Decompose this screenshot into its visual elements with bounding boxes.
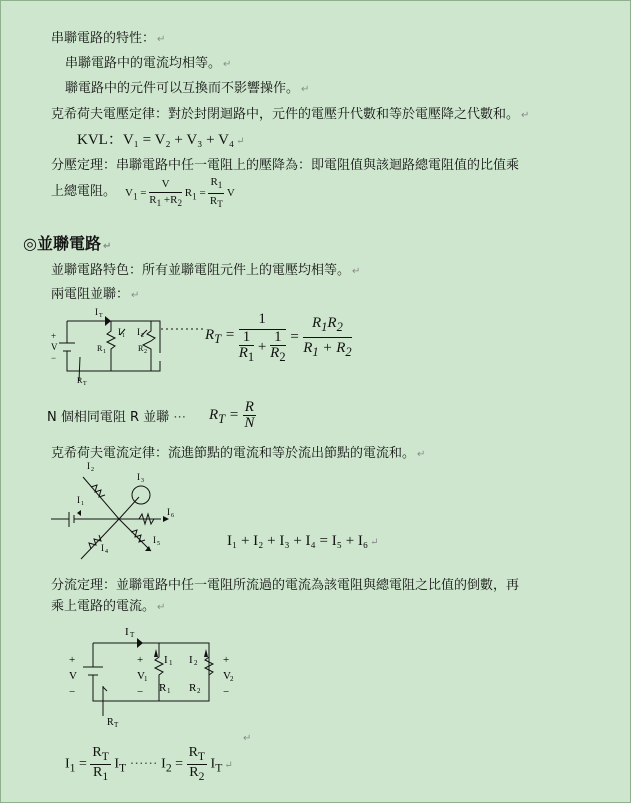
svg-text:1: 1 bbox=[169, 659, 173, 667]
svg-text:2: 2 bbox=[194, 659, 198, 667]
two-resistor-circuit-diagram bbox=[45, 301, 205, 391]
svg-text:2: 2 bbox=[144, 349, 147, 355]
svg-text:1: 1 bbox=[167, 687, 171, 695]
svg-text:R: R bbox=[138, 344, 144, 353]
svg-text:T: T bbox=[83, 381, 87, 387]
svg-text:V: V bbox=[223, 670, 231, 682]
svg-text:−: − bbox=[51, 353, 57, 363]
two-resistor-title: 兩電阻並聯： ↵ bbox=[51, 287, 140, 302]
svg-text:2: 2 bbox=[197, 687, 201, 695]
svg-text:+: + bbox=[51, 331, 57, 341]
svg-text:−: − bbox=[223, 686, 230, 698]
series-title: 串聯電路的特性： ↵ bbox=[51, 31, 166, 46]
kcl-equation: I₁ + I₂ + I₃ + I₄ = I₅ + I₆ ↵ bbox=[227, 533, 379, 549]
svg-text:T: T bbox=[130, 631, 135, 639]
svg-text:I: I bbox=[118, 327, 121, 337]
current-divider-text-b: 乘上電路的電流。 ↵ bbox=[51, 599, 166, 614]
svg-text:R: R bbox=[77, 376, 83, 385]
svg-text:2: 2 bbox=[91, 467, 94, 473]
svg-text:I: I bbox=[87, 461, 90, 471]
svg-text:2: 2 bbox=[141, 333, 144, 339]
paragraph-mark: ↵ bbox=[243, 733, 252, 744]
svg-text:I: I bbox=[125, 626, 129, 638]
svg-text:I: I bbox=[137, 327, 140, 337]
n-resistor-formula: $R_T$ = $\frac{R}{N}$ bbox=[209, 399, 255, 431]
svg-text:1: 1 bbox=[103, 349, 106, 355]
svg-text:−: − bbox=[69, 686, 76, 698]
svg-text:4: 4 bbox=[105, 549, 108, 555]
svg-text:T: T bbox=[114, 721, 119, 729]
svg-text:5: 5 bbox=[157, 541, 160, 547]
svg-text:1: 1 bbox=[144, 675, 148, 683]
svg-text:I: I bbox=[189, 654, 193, 666]
current-divider-text-a: 分流定理：並聯電路中任一電阻所流過的電流為該電阻與總電阻之比值的倒數，再 bbox=[51, 578, 520, 593]
kcl-definition: 克希荷夫電流定律：流進節點的電流和等於流出節點的電流和。 ↵ bbox=[51, 446, 426, 461]
svg-text:−: − bbox=[137, 686, 144, 698]
svg-text:+: + bbox=[137, 654, 144, 666]
svg-text:R: R bbox=[159, 682, 167, 694]
svg-text:I: I bbox=[77, 495, 80, 505]
voltage-divider-formula: $V_1$ = $\frac{V}{R_1 +R_2}$ $R_1$ = $\frac{R_1}{R_T}$ V bbox=[125, 176, 235, 210]
svg-text:R: R bbox=[97, 344, 103, 353]
svg-text:V: V bbox=[69, 670, 77, 682]
svg-text:I: I bbox=[95, 307, 98, 317]
svg-text:V: V bbox=[51, 342, 58, 352]
svg-text:2: 2 bbox=[230, 675, 234, 683]
series-point-1: 串聯電路中的電流均相等。 ↵ bbox=[65, 56, 232, 71]
parallel-heading: ◎並聯電路 ↵ bbox=[23, 234, 112, 253]
svg-text:I: I bbox=[164, 654, 168, 666]
kvl-equation: KVL：V₁ = V₂ + V₃ + V₄ ↵ bbox=[77, 132, 245, 148]
svg-text:1: 1 bbox=[81, 501, 84, 507]
voltage-divider-text-a: 分壓定理：串聯電路中任一電阻上的壓降為：即電阻值與該迴路總電阻值的比值乘 bbox=[51, 158, 520, 173]
kcl-node-diagram bbox=[51, 457, 201, 577]
svg-text:R: R bbox=[107, 717, 114, 728]
svg-text:I: I bbox=[137, 472, 140, 482]
svg-text:I: I bbox=[101, 543, 104, 553]
svg-text:V: V bbox=[137, 670, 145, 682]
current-divider-circuit-diagram bbox=[61, 621, 251, 731]
svg-text:I: I bbox=[153, 535, 156, 545]
svg-text:+: + bbox=[223, 654, 230, 666]
svg-text:+: + bbox=[69, 654, 76, 666]
svg-text:T: T bbox=[99, 313, 103, 319]
svg-text:1: 1 bbox=[122, 333, 125, 339]
svg-text:3: 3 bbox=[141, 478, 144, 484]
kvl-definition: 克希荷夫電壓定律：對於封閉迴路中，元件的電壓升代數和等於電壓降之代數和。 ↵ bbox=[51, 107, 530, 122]
voltage-divider-text-b: 上總電阻。 bbox=[51, 184, 117, 199]
svg-text:R: R bbox=[189, 682, 197, 694]
parallel-resistance-formula: $R_T$ = 1 $\frac{1}{R_1}$ + $\frac{1}{R_2}$ = $\frac{R_1R_2}{R_1 + R_2}$ bbox=[205, 311, 352, 364]
branch-current-formulas: $I_1$ = $\frac{R_T}{R_1}$ $I_T$ ⋯⋯ $I_2$ = $\frac{R_T}{R_2}$ $I_T$ ↵ bbox=[65, 745, 233, 783]
series-point-2: 聯電路中的元件可以互換而不影響操作。 ↵ bbox=[65, 81, 310, 96]
svg-text:I: I bbox=[167, 507, 170, 517]
parallel-feature: 並聯電路特色：所有並聯電阻元件上的電壓均相等。 ↵ bbox=[51, 263, 361, 278]
svg-text:6: 6 bbox=[171, 513, 174, 519]
n-resistor-title: N 個相同電阻 R 並聯 ⋯ bbox=[47, 410, 187, 425]
